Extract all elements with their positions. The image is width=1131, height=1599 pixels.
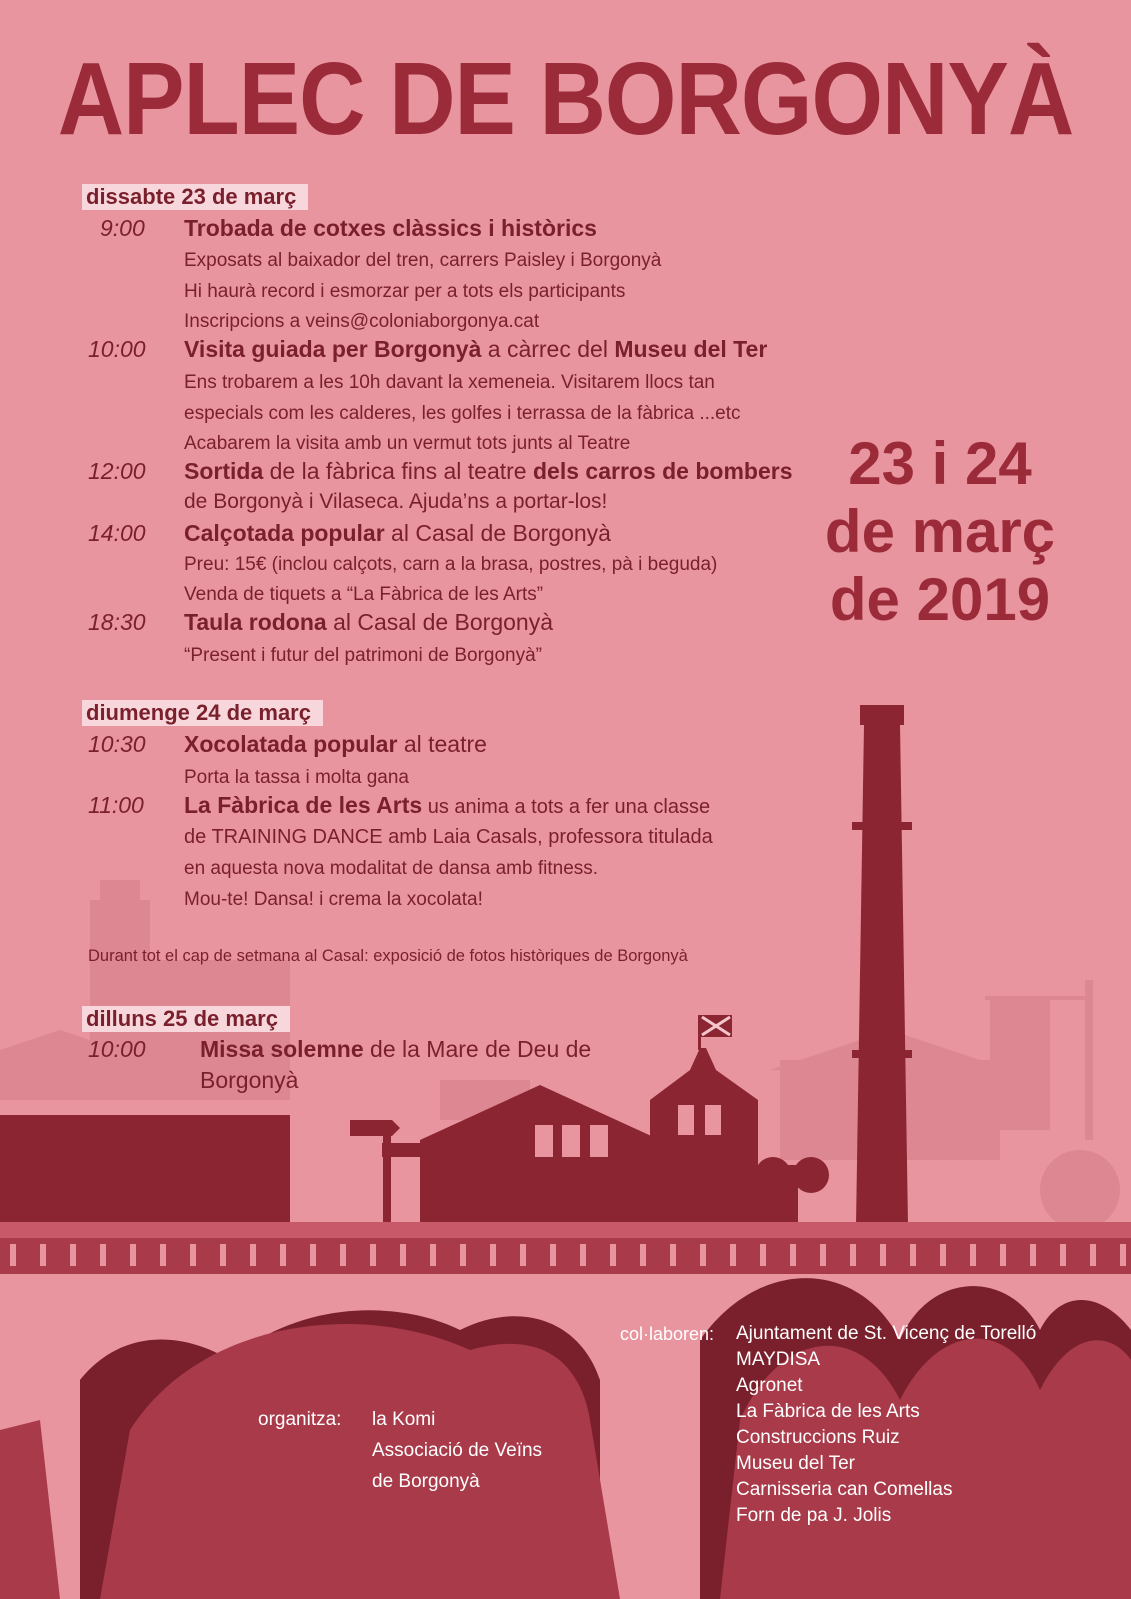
event-dates <box>760 430 1120 634</box>
big-date-line: de 2019 <box>829 566 1051 633</box>
weekend-note: Durant tot el cap de setmana al Casal: exposició de fotos històriques de Borgonyà <box>88 947 688 965</box>
event-detail: Porta la tassa i molta gana <box>184 767 409 788</box>
event-time: 12:00 <box>88 458 146 484</box>
event-title: Sortida de la fàbrica fins al teatre dels carros de bombers <box>184 458 793 484</box>
event-time: 11:00 <box>88 792 144 818</box>
organitza-label: organitza: <box>258 1409 342 1430</box>
collaborator-name: Museu del Ter <box>736 1453 855 1474</box>
day-label-sunday: diumenge 24 de març <box>82 700 323 726</box>
event-time: 9:00 <box>100 215 145 241</box>
event-detail: Acabarem la visita amb un vermut tots junts al Teatre <box>184 433 631 454</box>
event-time: 10:00 <box>88 1036 146 1062</box>
event-detail: Inscripcions a veins@coloniaborgonya.cat <box>184 311 540 332</box>
organizer-name: la Komi <box>372 1409 436 1430</box>
day-label-monday: dilluns 25 de març <box>82 1006 290 1032</box>
event-title: Calçotada popular al Casal de Borgonyà <box>184 520 611 546</box>
event-title-continued: de Borgonyà i Vilaseca. Ajuda’ns a portar-los! <box>184 490 608 513</box>
bridge <box>0 1222 1131 1599</box>
flag-icon <box>698 1015 732 1050</box>
event-detail: Exposats al baixador del tren, carrers Paisley i Borgonyà <box>184 250 662 271</box>
colaboren-label: col·laboren: <box>620 1324 715 1344</box>
event-detail: en aquesta nova modalitat de dansa amb fitness. <box>184 858 599 879</box>
collaborator-name: La Fàbrica de les Arts <box>736 1401 920 1422</box>
event-detail: especials com les calderes, les golfes i terrassa de la fàbrica ...etc <box>184 403 741 424</box>
poster-title: APLEC DE BORGONYÀ <box>57 42 1074 157</box>
collaborator-name: Forn de pa J. Jolis <box>736 1505 892 1526</box>
event-title-continued: Borgonyà <box>200 1067 299 1093</box>
event-detail: Mou-te! Dansa! i crema la xocolata! <box>184 889 483 910</box>
event-time: 10:30 <box>88 731 146 757</box>
event-detail: “Present i futur del patrimoni de Borgonyà” <box>184 645 543 666</box>
big-date-line: 23 i 24 <box>848 430 1032 497</box>
event-title: Xocolatada popular al teatre <box>184 731 487 757</box>
collaborator-name: MAYDISA <box>736 1349 821 1370</box>
collaborator-name: Carnisseria can Comellas <box>736 1479 953 1500</box>
event-time: 10:00 <box>88 336 146 362</box>
organizer-name: Associació de Veïns <box>372 1440 543 1461</box>
collaborator-name: Construccions Ruiz <box>736 1427 900 1448</box>
collaborator-name: Agronet <box>736 1375 803 1396</box>
big-date-line: de març <box>824 498 1056 565</box>
organizer-name: de Borgonyà <box>372 1471 480 1492</box>
event-title: Trobada de cotxes clàssics i històrics <box>184 215 597 241</box>
event-detail: Preu: 15€ (inclou calçots, carn a la brasa, postres, pà i beguda) <box>184 554 718 575</box>
event-detail: Venda de tiquets a “La Fàbrica de les Arts” <box>184 584 544 605</box>
event-title: Missa solemne de la Mare de Deu de <box>200 1036 592 1062</box>
event-title: Visita guiada per Borgonyà a càrrec del Museu del Ter <box>184 336 768 362</box>
event-detail: Hi haurà record i esmorzar per a tots els participants <box>184 281 626 302</box>
event-title: Taula rodona al Casal de Borgonyà <box>184 609 554 635</box>
event-detail: de TRAINING DANCE amb Laia Casals, professora titulada <box>184 826 713 848</box>
event-time: 18:30 <box>88 609 146 635</box>
event-detail: Ens trobarem a les 10h davant la xemeneia. Visitarem llocs tan <box>184 372 715 393</box>
collaborator-name: Ajuntament de St. Vicenç de Torelló <box>736 1323 1037 1344</box>
event-time: 14:00 <box>88 520 146 546</box>
day-label-saturday: dissabte 23 de març <box>82 184 308 210</box>
event-title: La Fàbrica de les Arts us anima a tots a fer una classe <box>184 792 711 818</box>
